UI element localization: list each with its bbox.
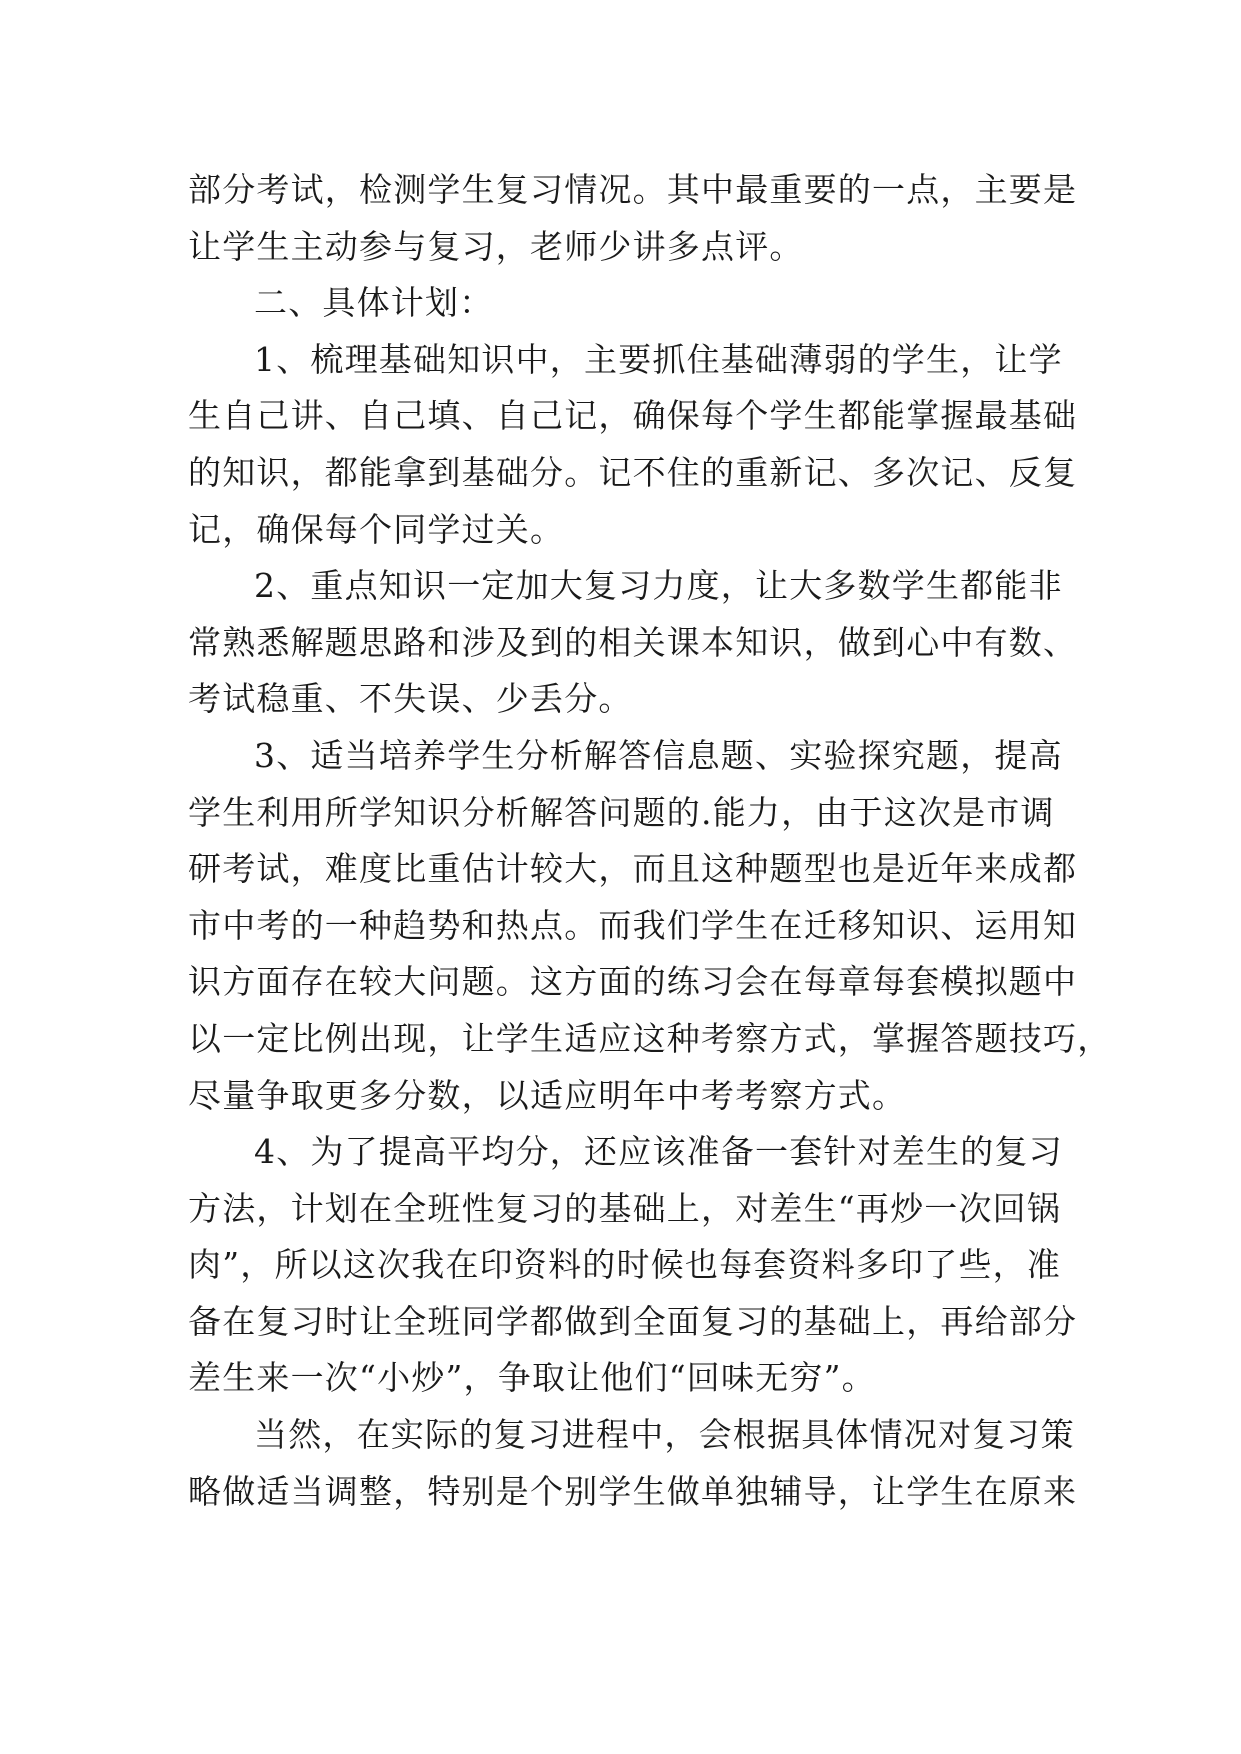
- text-line: 记，确保每个同学过关。: [188, 509, 565, 549]
- text-line: 考试稳重、不失误、少丢分。: [188, 679, 633, 719]
- text-line: 让学生主动参与复习，老师少讲多点评。: [188, 226, 804, 266]
- text-line: 以一定比例出现，让学生适应这种考察方式，掌握答题技巧，: [188, 1018, 1112, 1058]
- section-heading: 二、具体计划：: [254, 283, 494, 323]
- text-line: 当然，在实际的复习进程中，会根据具体情况对复习策: [254, 1415, 1075, 1455]
- text-line: 市中考的一种趋势和热点。而我们学生在迁移知识、运用知: [188, 905, 1078, 945]
- text-line: 的知识，都能拿到基础分。记不住的重新记、多次记、反复: [188, 452, 1078, 492]
- text-line: 研考试，难度比重估计较大，而且这种题型也是近年来成都: [188, 849, 1078, 889]
- text-line: 3、适当培养学生分析解答信息题、实验探究题，提高: [254, 735, 1063, 775]
- text-line: 2、重点知识一定加大复习力度，让大多数学生都能非: [254, 566, 1063, 606]
- text-line: 备在复习时让全班同学都做到全面复习的基础上，再给部分: [188, 1301, 1078, 1341]
- text-line: 4、为了提高平均分，还应该准备一套针对差生的复习: [254, 1132, 1063, 1172]
- document-body: [188, 162, 1112, 1520]
- text-line: 略做适当调整，特别是个别学生做单独辅导，让学生在原来: [188, 1471, 1078, 1511]
- text-line: 尽量争取更多分数，以适应明年中考考察方式。: [188, 1075, 907, 1115]
- text-line: 1、梳理基础知识中，主要抓住基础薄弱的学生，让学: [254, 339, 1063, 379]
- text-line: 学生利用所学知识分析解答问题的.能力，由于这次是市调: [188, 792, 1055, 832]
- text-line: 方法，计划在全班性复习的基础上，对差生“再炒一次回锅: [188, 1188, 1062, 1228]
- text-line: 部分考试，检测学生复习情况。其中最重要的一点，主要是: [188, 170, 1078, 209]
- text-line: 生自己讲、自己填、自己记，确保每个学生都能掌握最基础: [188, 396, 1078, 436]
- text-line: 识方面存在较大问题。这方面的练习会在每章每套模拟题中: [188, 962, 1078, 1002]
- text-line: 差生来一次“小炒”，争取让他们“回味无穷”。: [188, 1358, 876, 1398]
- text-line: 常熟悉解题思路和涉及到的相关课本知识，做到心中有数、: [188, 622, 1078, 662]
- text-line: 肉”，所以这次我在印资料的时候也每套资料多印了些，准: [188, 1245, 1062, 1285]
